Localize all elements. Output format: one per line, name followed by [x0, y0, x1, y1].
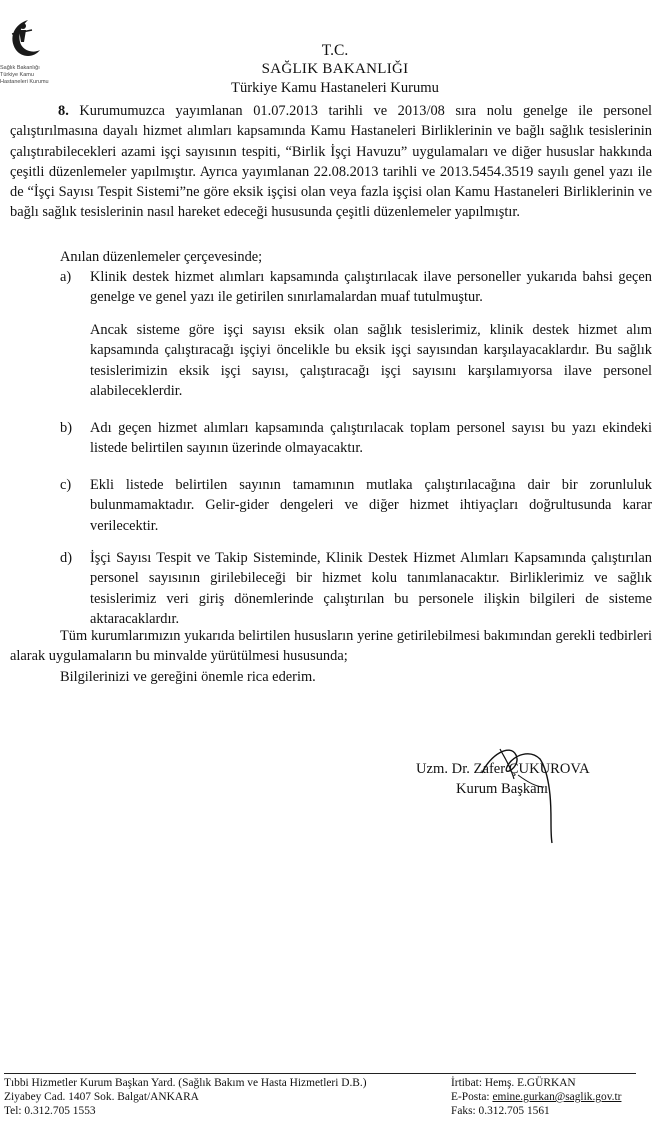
- item-a-marker: a): [60, 269, 72, 285]
- item-d-text: İşçi Sayısı Tespit ve Takip Sisteminde, Klinik Destek Hizmet Alımları Kapsamında çalıştırılan personel sayısının girilebileceği bir hizmet kolu tanımlanacaktır. Birliklerimiz ve sağlık tesislerimiz veri giriş dönemlerinde çalıştırılan bu personele ilişkin bilgileri de sisteme aktaracaklardır.: [90, 550, 652, 627]
- footer-divider: [4, 1073, 636, 1074]
- logo-text-line-1: Sağlık Bakanlığı: [0, 65, 40, 71]
- item-c-marker: c): [60, 477, 72, 493]
- intro-text: Kurumumuzca yayımlanan 01.07.2013 tarihli ve 2013/08 sıra nolu genelge ile personel çalıştırılmasına dayalı hizmet alımları kapsamında Kamu Hastaneleri Birliklerinin ve bağlı sağlık tesislerinin çalıştırabilecekleri azami işçi sayısının tespiti, “Birlik İşçi Havuzu” uygulamaları ve diğer hususlar hakkında çeşitli düzenlemeler yapılmıştır. Ayrıca yayımlanan 22.08.2013 tarihli ve 2013.5454.3519 sayılı genel yazı ile de “İşçi Sayısı Tespit Sistemi”ne göre eksik işçisi olan veya fazla işçisi olan Kamu Hastaneleri Birliklerinin ve bağlı sağlık tesislerinin nasıl hareket edeceği hususunda çeşitli düzenlemeler yapılmıştır.: [10, 103, 652, 221]
- signatory-title: Kurum Başkanı: [456, 781, 549, 797]
- item-number: 8.: [58, 103, 69, 119]
- footer-contact: İrtibat: Hemş. E.GÜRKAN: [451, 1077, 576, 1089]
- item-c-text: Ekli listede belirtilen sayının tamamının mutlaka çalıştırılacağına dair bir zorunluluk bulunmamaktadır. Gelir-gider dengeleri ve diğer hizmet ihtiyaçları doğrultusunda karar verilecektir.: [90, 477, 652, 534]
- lead-text: Anılan düzenlemeler çerçevesinde;: [60, 249, 263, 265]
- signatory-name: Uzm. Dr. Zafer ÇUKUROVA: [416, 761, 590, 777]
- footer-phone: Tel: 0.312.705 1553: [4, 1105, 96, 1117]
- footer-fax: Faks: 0.312.705 1561: [451, 1105, 550, 1117]
- header-institution: Türkiye Kamu Hastaneleri Kurumu: [231, 80, 439, 96]
- item-a-text: Klinik destek hizmet alımları kapsamında çalıştırılacak ilave personeller yukarıda bahsi geçen genelge ve genel yazı ile getirilen sınırlamalardan muaf tutulmuştur.: [90, 269, 652, 306]
- item-b-text: Adı geçen hizmet alımları kapsamında çalıştırılacak toplam personel sayısı bu yazı ekindeki listede belirtilen sayının üzerinde olmayacaktır.: [90, 420, 652, 457]
- closing-paragraph: Tüm kurumlarımızın yukarıda belirtilen hususların yerine getirilebilmesi bakımından gerekli tedbirleri alarak uygulamaların bu minvalde yürütülmesi hususunda;: [10, 628, 652, 665]
- footer-email-line: [451, 1090, 621, 1104]
- request-text: Bilgilerinizi ve gereğini önemle rica ederim.: [60, 669, 316, 685]
- item-b-marker: b): [60, 420, 72, 436]
- item-a-text-2: Ancak sisteme göre işçi sayısı eksik olan sağlık tesislerimiz, klinik destek hizmet alım kapsamında çalıştıracağı işçiyi öncelikle bu eksik işçi sayısından karşılayacaklardır. Bu sağlık tesislerimizin eksik işçi sayısı, çalıştıracağı işçi sayısını karşılamıyorsa ilave personel alabileceklerdir.: [90, 322, 652, 399]
- footer-email-link[interactable]: emine.gurkan@saglik.gov.tr: [492, 1091, 622, 1103]
- intro-paragraph: [10, 101, 652, 223]
- footer-email-label: E-Posta:: [451, 1091, 493, 1103]
- logo-text-line-2: Türkiye Kamu: [0, 72, 34, 78]
- header-tc: T.C.: [321, 42, 349, 59]
- footer-address: Ziyabey Cad. 1407 Sok. Balgat/ANKARA: [4, 1091, 199, 1103]
- logo-text-line-3: Hastaneleri Kurumu: [0, 79, 49, 85]
- item-d-marker: d): [60, 550, 72, 566]
- header-ministry: SAĞLIK BAKANLIĞI: [261, 61, 409, 77]
- footer-department: Tıbbi Hizmetler Kurum Başkan Yard. (Sağlık Bakım ve Hasta Hizmetleri D.B.): [4, 1077, 367, 1089]
